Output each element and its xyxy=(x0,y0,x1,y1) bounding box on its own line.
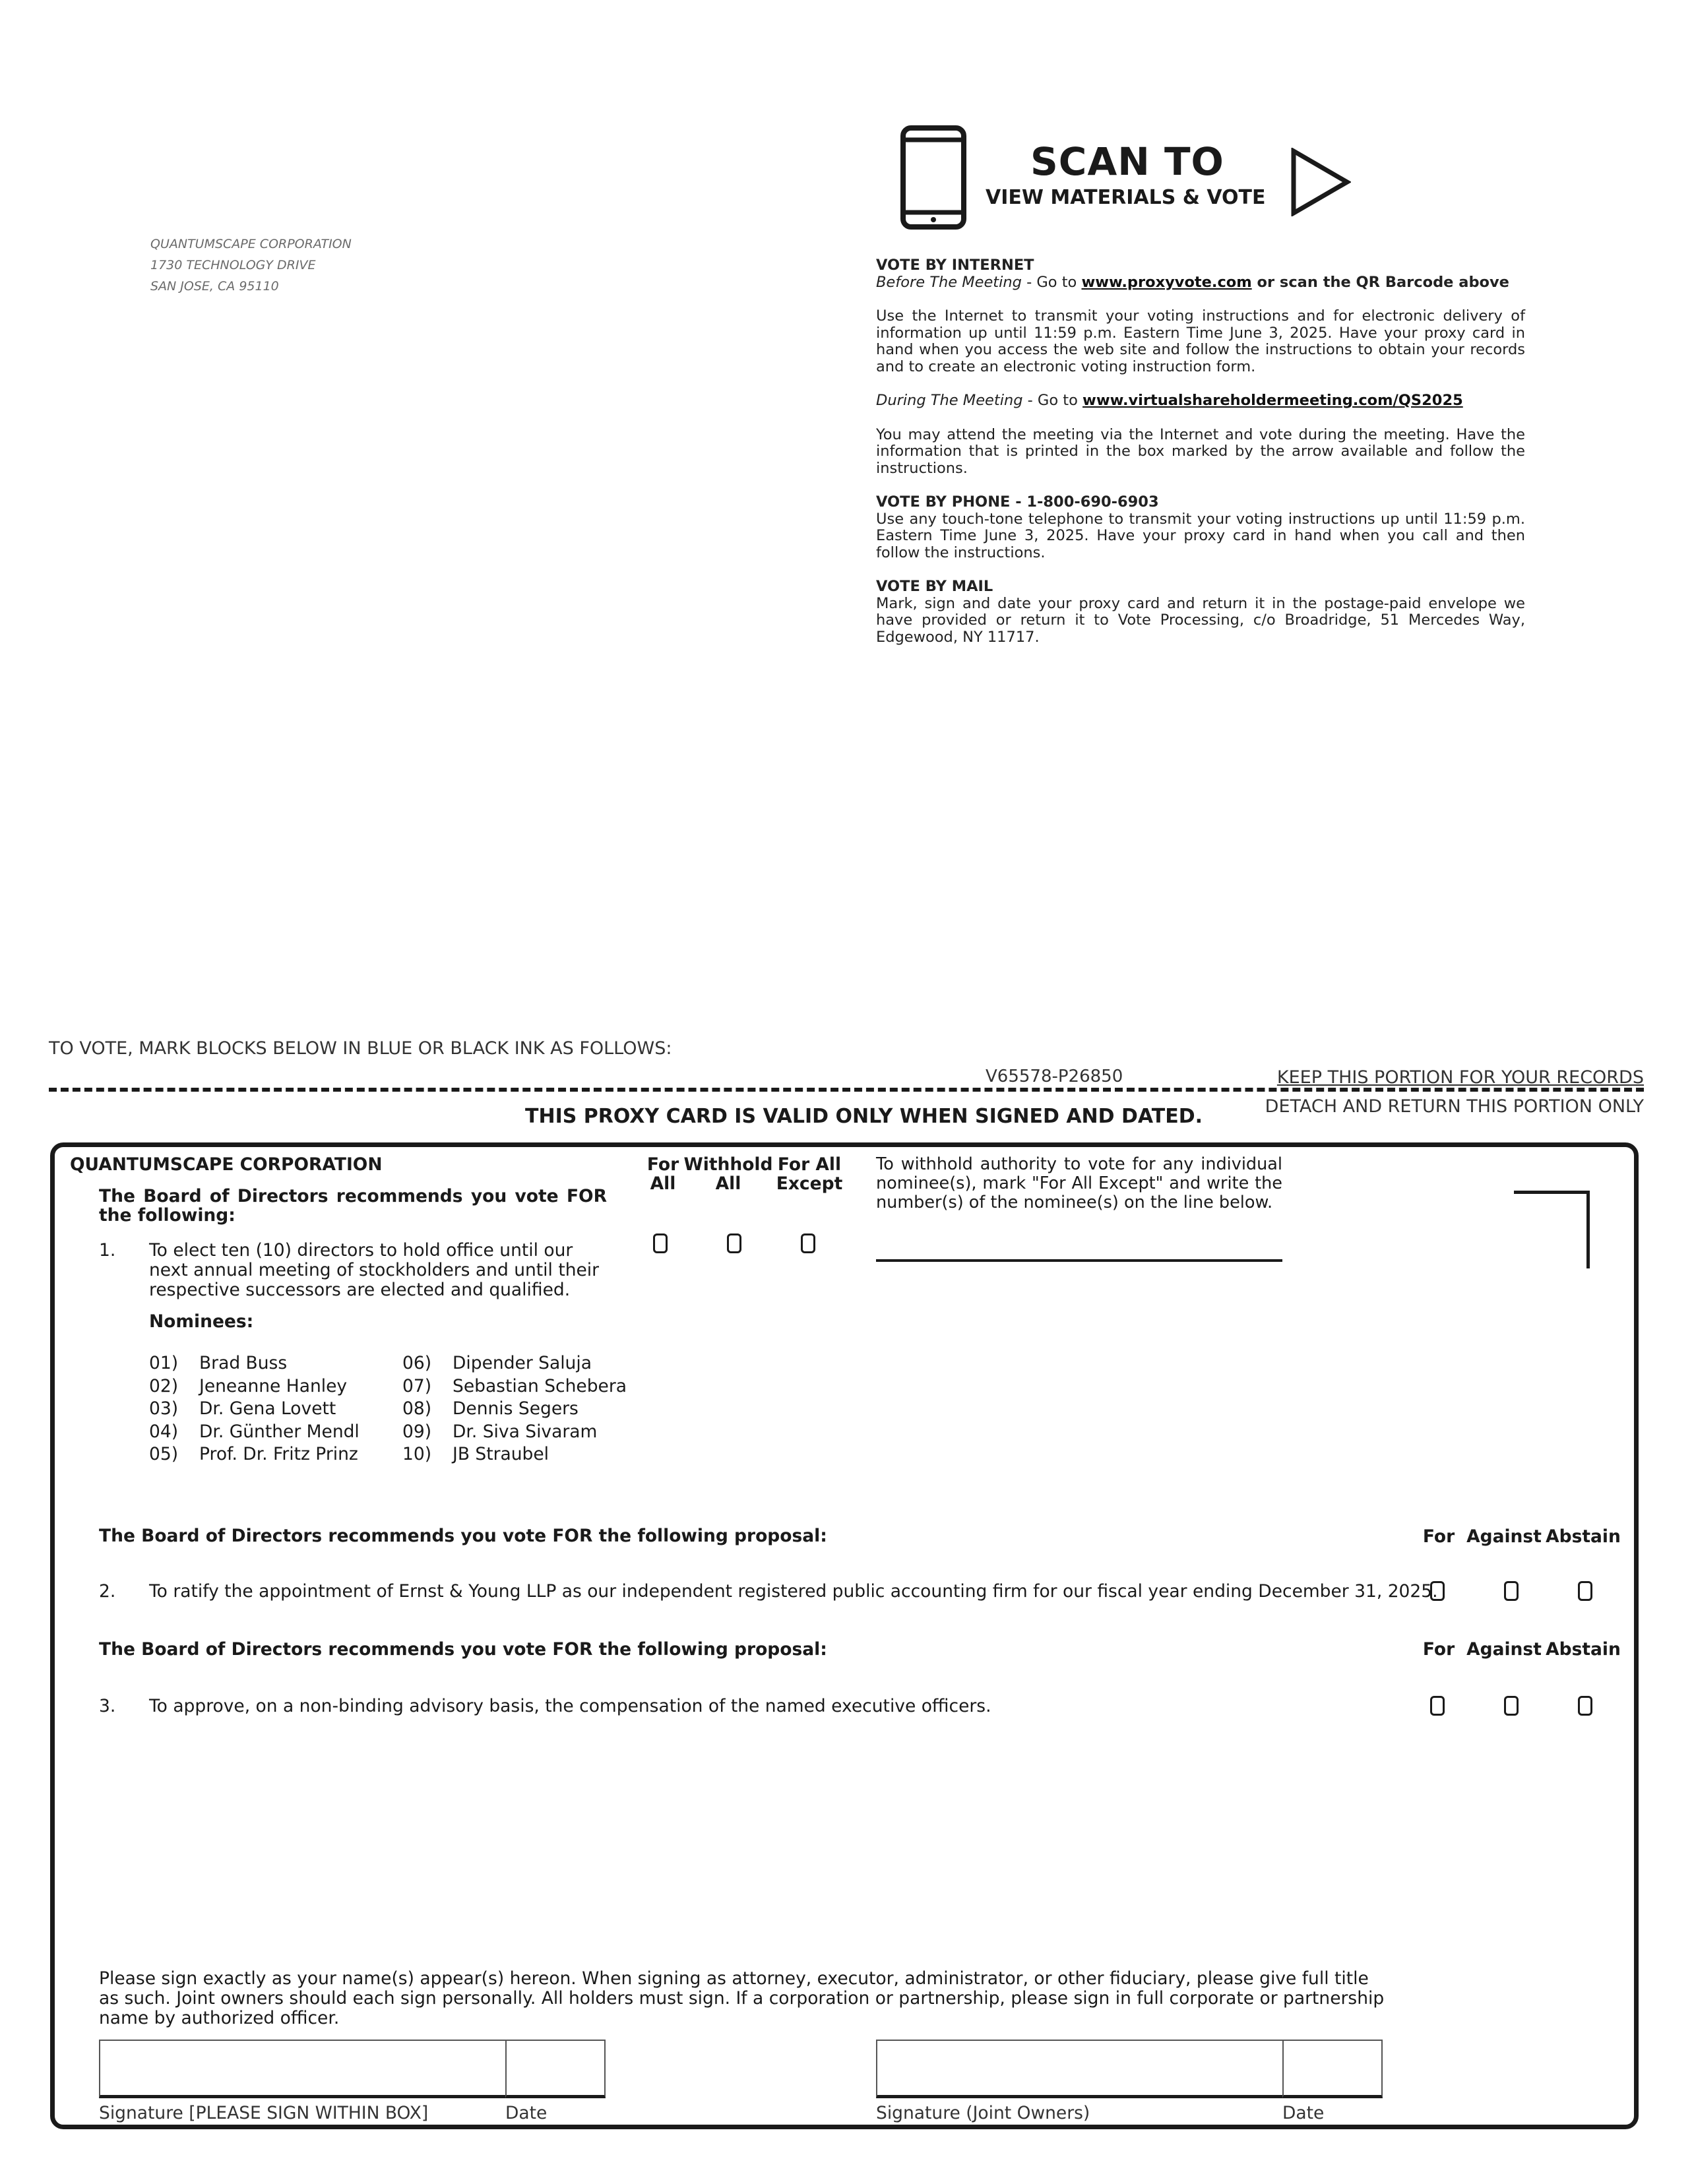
nominee-number: 04) xyxy=(149,1421,179,1442)
header-against: Against xyxy=(1466,1526,1542,1547)
item-2-number: 2. xyxy=(99,1581,116,1602)
item-2-against-checkbox[interactable] xyxy=(1504,1581,1519,1601)
board-recommendation-proposal-2: The Board of Directors recommends you vote FOR the following proposal: xyxy=(99,1526,827,1546)
vote-by-internet-heading: VOTE BY INTERNET xyxy=(876,257,1034,274)
nominee-row xyxy=(149,1375,360,1398)
vote-by-mail-text: Mark, sign and date your proxy card and return it in the postage-paid envelope we have provided or return it to Vote Processing, c/o Broadridge, 51 Mercedes Way, Edgewood, NY 11717. xyxy=(876,594,1525,646)
keep-portion-note: KEEP THIS PORTION FOR YOUR RECORDS xyxy=(1276,1067,1644,1088)
header-line: For xyxy=(646,1154,679,1175)
nominee-exception-line[interactable] xyxy=(876,1259,1282,1262)
nominee-number: 01) xyxy=(149,1353,179,1373)
virtual-meeting-link[interactable]: www.virtualshareholdermeeting.com/QS2025 xyxy=(1082,392,1463,409)
nominee-row xyxy=(402,1398,627,1421)
scan-title: SCAN TO xyxy=(1030,139,1224,184)
control-number: V65578-P26850 xyxy=(986,1067,1123,1086)
vote-by-phone-text: Use any touch-tone telephone to transmit your voting instructions up until 11:59 p.m. Eastern Time June 3, 2025. Have your proxy card in hand when you call and then follow the instructions. xyxy=(876,510,1525,561)
nominee-row xyxy=(149,1352,360,1375)
nominee-name: Jeneanne Hanley xyxy=(199,1375,348,1396)
address-company-name: QUANTUMSCAPE CORPORATION xyxy=(150,237,352,251)
header-line: For All xyxy=(777,1154,842,1175)
nominees-heading: Nominees: xyxy=(149,1311,254,1332)
header-line: All xyxy=(650,1173,676,1194)
nominee-number: 06) xyxy=(402,1353,432,1373)
nominees-left xyxy=(149,1352,360,1466)
nominee-row xyxy=(402,1352,627,1375)
during-meeting-line xyxy=(876,392,1525,410)
header-for: For xyxy=(1422,1639,1455,1660)
item-3-abstain-checkbox[interactable] xyxy=(1578,1696,1592,1716)
signature-label: Signature [PLEASE SIGN WITHIN BOX] xyxy=(99,2103,429,2123)
nominee-row xyxy=(402,1443,627,1466)
detach-line xyxy=(49,1088,1644,1092)
joint-signature-box[interactable] xyxy=(876,2040,1284,2098)
before-meeting-label: Before The Meeting xyxy=(876,273,1022,291)
item-3-against-checkbox[interactable] xyxy=(1504,1696,1519,1716)
vote-by-mail-heading: VOTE BY MAIL xyxy=(876,578,993,595)
joint-signature-label: Signature (Joint Owners) xyxy=(876,2103,1090,2123)
header-withhold-all xyxy=(683,1155,773,1193)
nominee-name: Dr. Günther Mendl xyxy=(199,1421,360,1442)
nominee-name: Brad Buss xyxy=(199,1353,288,1373)
phone-icon xyxy=(900,125,966,232)
card-company-name: QUANTUMSCAPE CORPORATION xyxy=(70,1154,383,1175)
nominee-name: Sebastian Schebera xyxy=(453,1375,627,1396)
withhold-instruction: To withhold authority to vote for any individual nominee(s), mark "For All Except" and write the number(s) of the nominee(s) on the line below. xyxy=(876,1154,1282,1212)
header-line: Withhold xyxy=(683,1154,773,1175)
nominee-name: Dennis Segers xyxy=(453,1398,579,1419)
board-recommendation-proposal-3: The Board of Directors recommends you vote FOR the following proposal: xyxy=(99,1639,827,1660)
nominee-name: Dipender Saluja xyxy=(453,1353,592,1373)
address-city: SAN JOSE, CA 95110 xyxy=(150,279,279,294)
nominee-number: 08) xyxy=(402,1398,432,1419)
header-for-all-except xyxy=(773,1155,846,1193)
signature-box[interactable] xyxy=(99,2040,507,2098)
sign-instruction: Please sign exactly as your name(s) appear(s) hereon. When signing as attorney, executor, administrator, or other fiduciary, please give full title as such. Joint owners should each sign personally. All holders must sign. If a corporation or partnership, please sign in full corporate or partnership name by authorized officer. xyxy=(99,1968,1385,2028)
header-line: All xyxy=(715,1173,741,1194)
nominee-number: 03) xyxy=(149,1398,179,1419)
company-address xyxy=(150,234,352,297)
nominee-number: 10) xyxy=(402,1444,432,1464)
withhold-all-checkbox[interactable] xyxy=(727,1233,741,1253)
joint-date-box[interactable] xyxy=(1282,2040,1383,2098)
nominee-name: Prof. Dr. Fritz Prinz xyxy=(199,1444,358,1464)
scan-subtitle: VIEW MATERIALS & VOTE xyxy=(986,186,1266,209)
board-recommendation-directors: The Board of Directors recommends you vote FOR the following: xyxy=(99,1186,607,1226)
nominee-row xyxy=(149,1398,360,1421)
nominee-row xyxy=(149,1421,360,1444)
header-abstain: Abstain xyxy=(1546,1526,1621,1547)
date-label: Date xyxy=(505,2103,548,2123)
item-2-text: To ratify the appointment of Ernst & Young LLP as our independent registered public accounting firm for our fiscal year ending December 31, 2025. xyxy=(149,1581,1438,1602)
item-3-for-checkbox[interactable] xyxy=(1430,1696,1445,1716)
header-for: For xyxy=(1422,1526,1455,1547)
joint-date-label: Date xyxy=(1282,2103,1325,2123)
item-1-number: 1. xyxy=(99,1240,116,1261)
during-meeting-label: During The Meeting xyxy=(876,392,1023,409)
detach-return-note: DETACH AND RETURN THIS PORTION ONLY xyxy=(1265,1096,1644,1117)
internet-instructions: Use the Internet to transmit your voting instructions and for electronic delivery of information up until 11:59 p.m. Eastern Time June 3, 2025. Have your proxy card in hand when you access the web site and follow the instructions to obtain your records and to create an electronic voting instruction form. xyxy=(876,307,1525,375)
nominee-name: Dr. Gena Lovett xyxy=(199,1398,336,1419)
nominee-number: 02) xyxy=(149,1375,179,1396)
before-go-to: - Go to xyxy=(1021,273,1082,291)
item-2-abstain-checkbox[interactable] xyxy=(1578,1581,1592,1601)
header-abstain: Abstain xyxy=(1546,1639,1621,1660)
nominee-name: JB Straubel xyxy=(453,1444,549,1464)
header-line: Except xyxy=(776,1173,843,1194)
nominee-name: Dr. Siva Sivaram xyxy=(453,1421,598,1442)
header-for-all xyxy=(640,1155,686,1193)
nominee-number: 09) xyxy=(402,1421,432,1442)
proxyvote-link[interactable]: www.proxyvote.com xyxy=(1081,273,1252,291)
item-3-text: To approve, on a non-binding advisory basis, the compensation of the named executive officers. xyxy=(149,1696,991,1716)
play-arrow-icon xyxy=(1290,148,1351,219)
item-2-for-checkbox[interactable] xyxy=(1430,1581,1445,1601)
before-meeting-line xyxy=(876,274,1525,292)
during-meeting-text: You may attend the meeting via the Internet and vote during the meeting. Have the information that is printed in the box marked by the arrow available and follow the instructions. xyxy=(876,425,1525,477)
mark-instruction: TO VOTE, MARK BLOCKS BELOW IN BLUE OR BLACK INK AS FOLLOWS: xyxy=(49,1038,672,1059)
vote-by-phone-heading: VOTE BY PHONE - 1-800-690-6903 xyxy=(876,493,1159,511)
voting-instructions xyxy=(876,257,1525,646)
item-1-text: To elect ten (10) directors to hold office until our next annual meeting of stockholders and until their respective successors are elected and qualified. xyxy=(149,1240,600,1300)
nominee-number: 07) xyxy=(402,1375,432,1396)
for-all-except-checkbox[interactable] xyxy=(801,1233,815,1253)
valid-notice: THIS PROXY CARD IS VALID ONLY WHEN SIGNED AND DATED. xyxy=(525,1105,1203,1128)
nominee-number: 05) xyxy=(149,1444,179,1464)
date-box[interactable] xyxy=(505,2040,606,2098)
for-all-checkbox[interactable] xyxy=(653,1233,668,1253)
before-suffix: or scan the QR Barcode above xyxy=(1251,273,1509,291)
address-street: 1730 TECHNOLOGY DRIVE xyxy=(150,258,316,272)
during-go-to: - Go to xyxy=(1022,392,1083,409)
nominee-row xyxy=(149,1443,360,1466)
nominee-row xyxy=(402,1375,627,1398)
corner-mark xyxy=(1514,1191,1590,1268)
nominee-row xyxy=(402,1421,627,1444)
nominees-right xyxy=(402,1352,627,1466)
item-3-number: 3. xyxy=(99,1696,116,1716)
header-against: Against xyxy=(1466,1639,1542,1660)
